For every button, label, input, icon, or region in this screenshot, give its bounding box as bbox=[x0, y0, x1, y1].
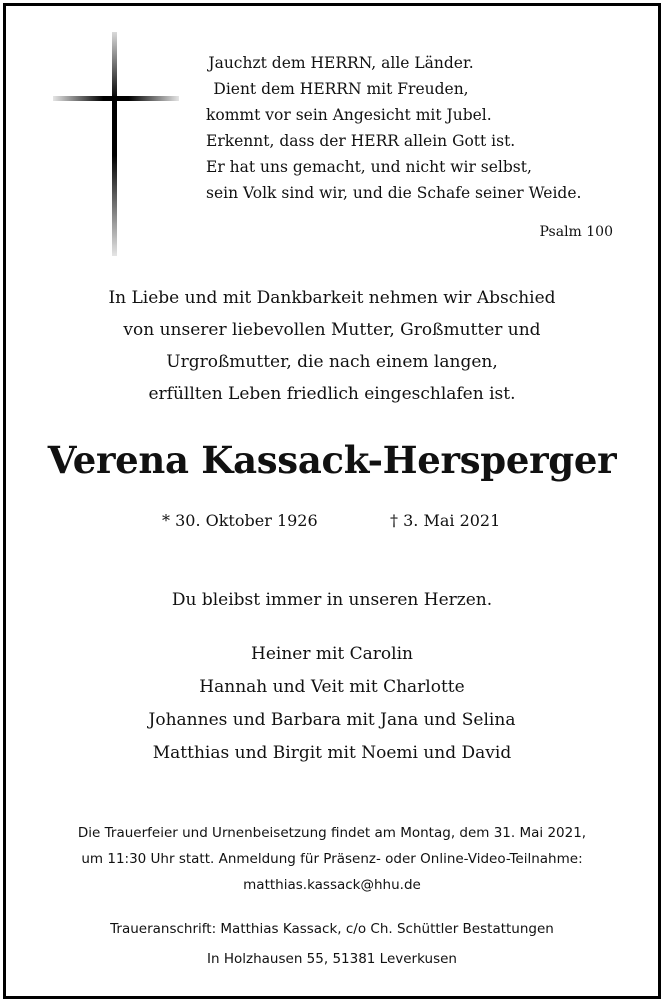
birth-date: * 30. Oktober 1926 bbox=[162, 511, 318, 530]
motto: Du bleibst immer in unseren Herzen. bbox=[171, 590, 493, 610]
psalm-verse bbox=[206, 50, 582, 206]
psalm-line: Erkennt, dass der HERR allein Gott ist. bbox=[206, 132, 516, 150]
obituary-frame bbox=[3, 3, 661, 999]
mourning-address bbox=[6, 914, 658, 974]
psalm-line: Er hat uns gemacht, und nicht wir selbst, bbox=[206, 158, 532, 176]
ceremony-line: um 11:30 Uhr statt. Anmeldung für Präsenz- oder Online-Video-Teilnahme: bbox=[81, 851, 583, 867]
psalm-line: Jauchzt dem HERRN, alle Länder. bbox=[208, 54, 474, 72]
deceased-name: Verena Kassack-Hersperger bbox=[47, 438, 617, 482]
cross-horizontal-beam bbox=[53, 96, 179, 101]
psalm-line: kommt vor sein Angesicht mit Jubel. bbox=[206, 106, 492, 124]
family-member-line: Heiner mit Carolin bbox=[251, 644, 413, 664]
ceremony-info bbox=[6, 820, 658, 898]
cross-vertical-beam bbox=[112, 32, 117, 256]
death-date: † 3. Mai 2021 bbox=[390, 511, 501, 530]
family-member-line: Matthias und Birgit mit Noemi und David bbox=[152, 743, 512, 763]
family-member-line: Hannah und Veit mit Charlotte bbox=[199, 677, 465, 697]
address-line: Traueranschrift: Matthias Kassack, c/o Ch. Schüttler Bestattungen bbox=[110, 921, 554, 937]
intro-line: Urgroßmutter, die nach einem langen, bbox=[166, 352, 498, 372]
psalm-reference: Psalm 100 bbox=[539, 224, 613, 240]
contact-email: matthias.kassack@hhu.de bbox=[243, 877, 421, 893]
intro-line: erfüllten Leben friedlich eingeschlafen ist. bbox=[148, 384, 516, 404]
psalm-line: sein Volk sind wir, und die Schafe seiner Weide. bbox=[206, 184, 582, 202]
intro-text bbox=[6, 282, 658, 410]
address-line: In Holzhausen 55, 51381 Leverkusen bbox=[207, 951, 457, 967]
ceremony-line: Die Trauerfeier und Urnenbeisetzung findet am Montag, dem 31. Mai 2021, bbox=[77, 825, 587, 841]
family-list bbox=[6, 638, 658, 770]
intro-line: von unserer liebevollen Mutter, Großmutter und bbox=[123, 320, 541, 340]
psalm-line: Dient dem HERRN mit Freuden, bbox=[213, 80, 469, 98]
intro-line: In Liebe und mit Dankbarkeit nehmen wir Abschied bbox=[108, 288, 556, 308]
family-member-line: Johannes und Barbara mit Jana und Selina bbox=[148, 710, 516, 730]
cross-icon bbox=[53, 32, 179, 256]
